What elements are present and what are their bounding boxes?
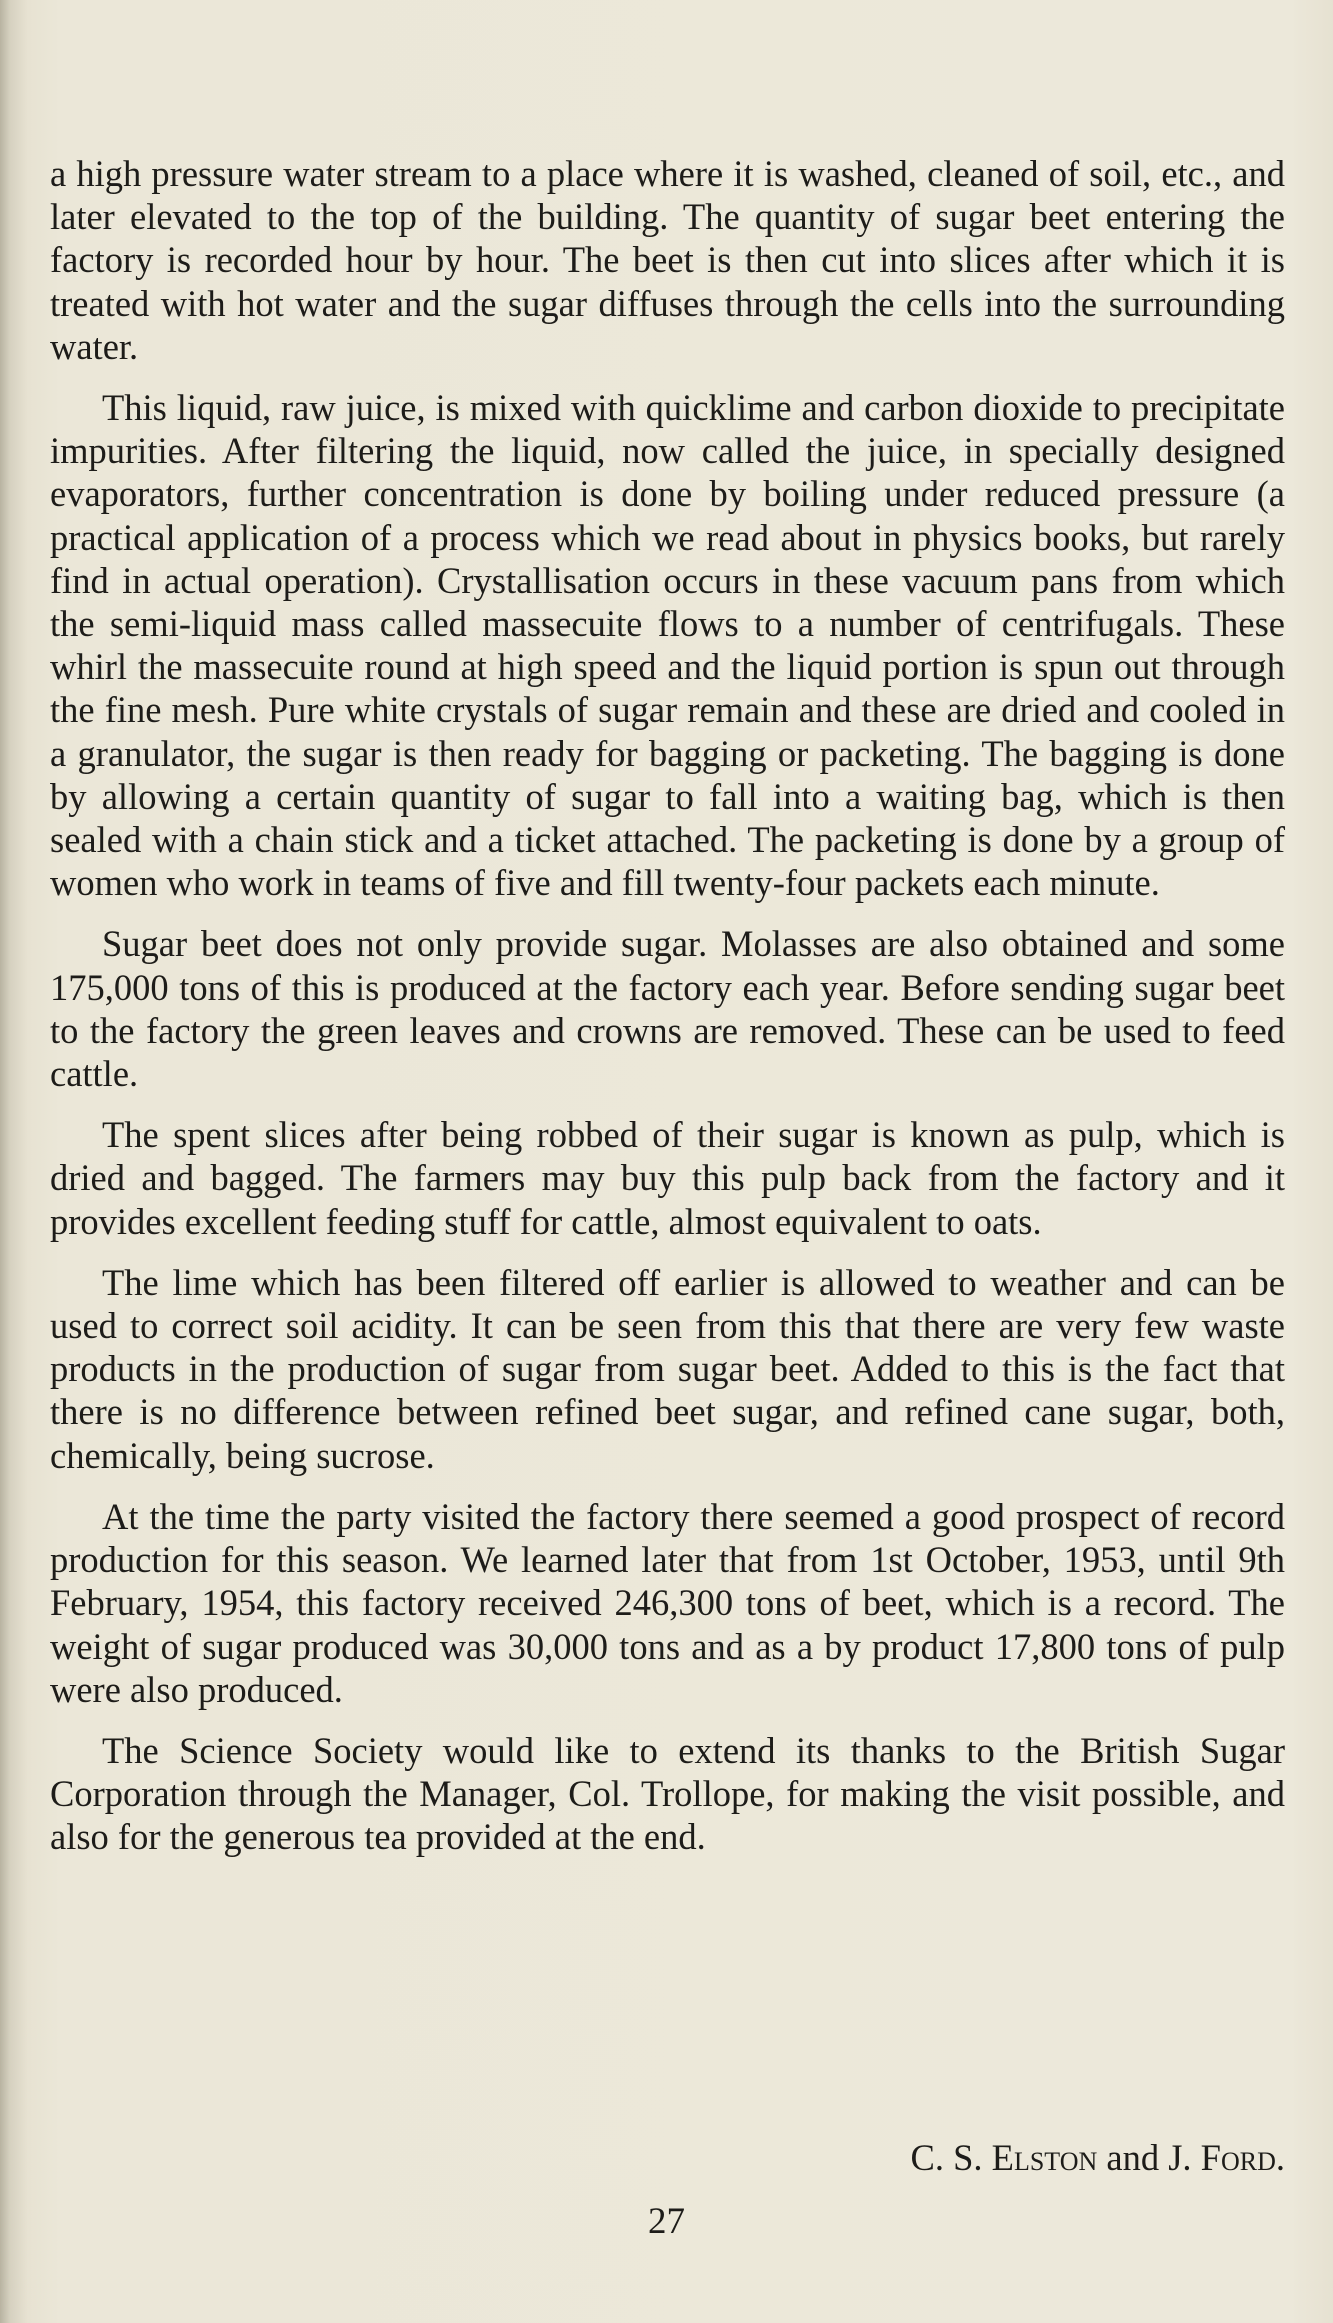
body-text [50, 152, 1285, 1877]
signature-conjunction: and [1106, 2137, 1160, 2178]
signature-author-1: C. S. Elston [910, 2137, 1098, 2178]
paragraph-3: Sugar beet does not only provide sugar. Molasses are also obtained and some 175,000 tons of this is produced at the factory each year. Before sending sugar beet to the factory the green leaves and crowns are removed. These can be used to feed cattle. [50, 923, 1285, 1095]
paragraph-1: a high pressure water stream to a place where it is washed, cleaned of soil, etc., and later elevated to the top of the building. The quantity of sugar beet entering the factory is recorded hour by hour. The beet is then cut into slices after which it is treated with hot water and the sugar diffuses through the cells into the surrounding water. [50, 153, 1285, 367]
paragraph-4: The spent slices after being robbed of their sugar is known as pulp, which is dried and bagged. The farmers may buy this pulp back from the factory and it provides excellent feeding stuff for cattle, almost equivalent to oats. [50, 1114, 1285, 1242]
paragraph-2: This liquid, raw juice, is mixed with quicklime and carbon dioxide to precipitate impurities. After filtering the liquid, now called the juice, in specially designed evaporators, further concentration is done by boiling under reduced pressure (a practical application of a process which we read about in physics books, but rarely find in actual operation). Crystallisation occurs in these vacuum pans from which the semi-liquid mass called massecuite flows to a number of centrifugals. These whirl the massecuite round at high speed and the liquid portion is spun out through the fine mesh. Pure white crystals of sugar remain and these are dried and cooled in a granulator, the sugar is then ready for bagging or packeting. The bagging is done by allowing a certain quantity of sugar to fall into a waiting bag, which is then sealed with a chain stick and a ticket attached. The packeting is done by a group of women who work in teams of five and fill twenty-four packets each minute. [50, 387, 1285, 904]
paragraph-6: At the time the party visited the factory there seemed a good prospect of record production for this season. We learned later that from 1st October, 1953, until 9th February, 1954, this factory received 246,300 tons of beet, which is a record. The weight of sugar produced was 30,000 tons and as a by product 17,800 tons of pulp were also produced. [50, 1495, 1285, 1710]
page-number: 27 [648, 2201, 685, 2242]
signature [911, 2136, 1285, 2180]
signature-author-2: J. Ford. [1168, 2137, 1285, 2178]
paragraph-7: The Science Society would like to extend its thanks to the British Sugar Corporation through the Manager, Col. Trollope, for making the visit possible, and also for the generous tea provided at the end. [50, 1729, 1285, 1858]
paragraph-5: The lime which has been filtered off earlier is allowed to weather and can be used to correct soil acidity. It can be seen from this that there are very few waste products in the production of sugar from sugar beet. Added to this is the fact that there is no difference between refined beet sugar, and refined cane sugar, both, chemically, being sucrose. [50, 1261, 1285, 1476]
